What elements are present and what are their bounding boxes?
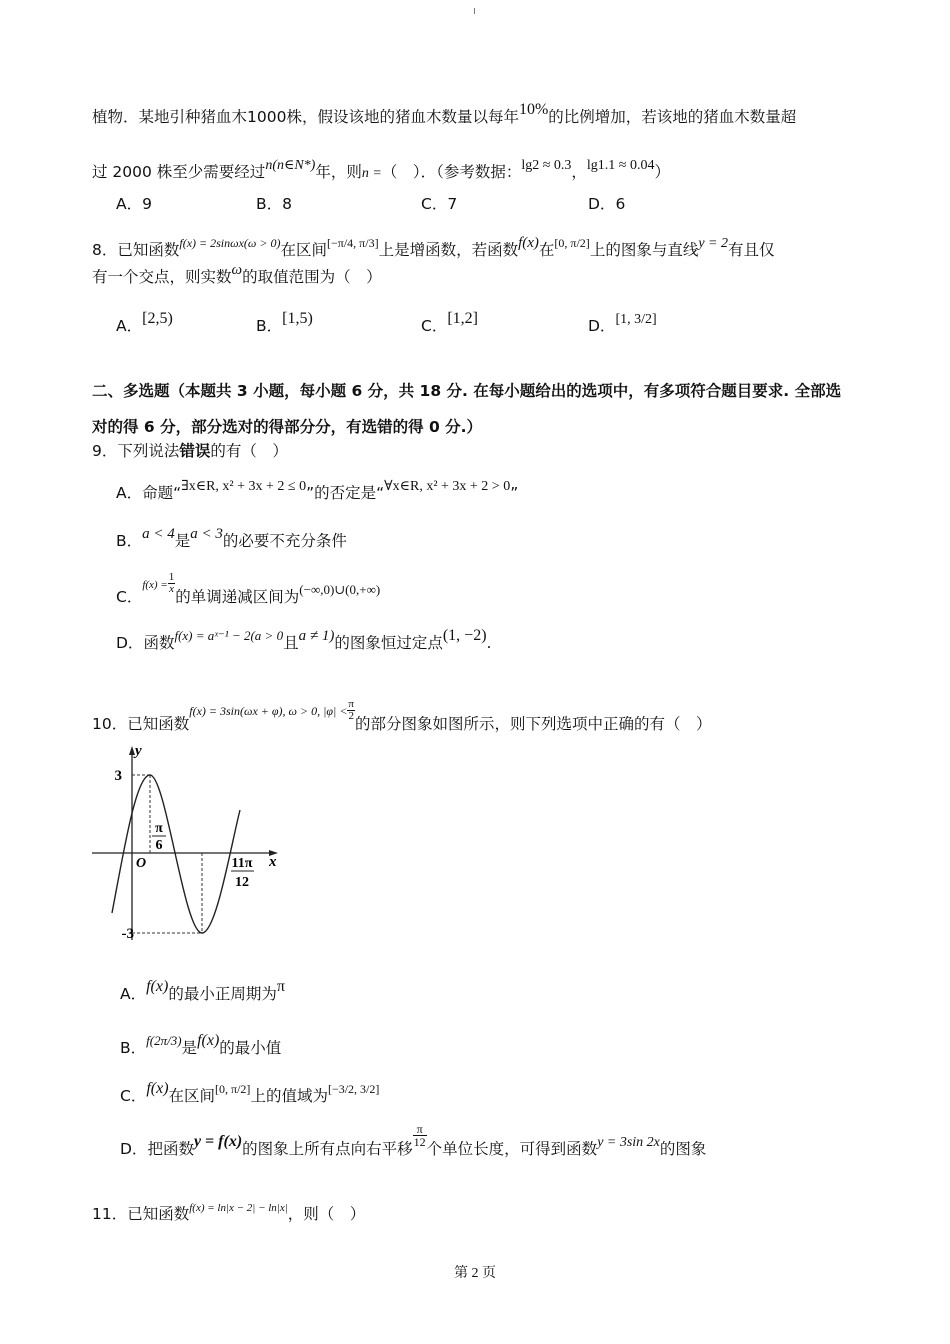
q9-c-fraction: $\frac{1}{x}$ bbox=[168, 571, 175, 595]
q10-function: f(x) = 3sin(ωx + φ), ω > 0, |φ| < bbox=[189, 704, 348, 718]
q7-option-b: B．8 bbox=[256, 195, 293, 213]
q10-pi-over-2: $\frac{\pi}{2}$ bbox=[348, 698, 354, 722]
q9-option-a: A．命题“∃x∈R, x² + 3x + 2 ≤ 0”的否定是“∀x∈R, x² + 3x + 2 > 0” bbox=[116, 479, 519, 502]
section2-heading-line2: 对的得 6 分，部分选对的得部分分，有选错的得 0 分.） bbox=[92, 418, 483, 436]
q10-option-c: C．f(x)在区间[0, π/2]上的值域为[−3/2, 3/2] bbox=[120, 1080, 380, 1105]
y-max-label: 3 bbox=[114, 768, 122, 784]
pi6-numerator: π bbox=[155, 821, 163, 836]
q10-option-d: D．把函数y = f(x)的图象上所有点向右平移 $\frac{\pi}{12}$ 个单位长度，可得到函数y = 3sin 2x的图象 bbox=[120, 1122, 707, 1158]
y-min-label: -3 bbox=[121, 926, 134, 942]
q9-option-c: C．$^{f(x) =}$ $\frac{1}{x}$ 的单调递减区间为$^{(-\infty,0)\cup(0,+\infty)}$ bbox=[116, 571, 381, 606]
q7-n-expr: n(n∈N*) bbox=[265, 158, 316, 173]
q9-option-b: B．a < 4是a < 3的必要不充分条件 bbox=[116, 526, 347, 550]
q8-option-b: B．[1,5) bbox=[256, 310, 313, 335]
sine-curve bbox=[112, 775, 240, 933]
q7-rate: 10% bbox=[518, 101, 549, 118]
q7-option-a: A．9 bbox=[116, 195, 152, 213]
q8-option-c: C．[1,2] bbox=[421, 310, 478, 335]
origin-label: O bbox=[136, 856, 147, 871]
q10-d-fraction: $\frac{\pi}{12}$ bbox=[413, 1122, 426, 1149]
q7-option-c: C．7 bbox=[421, 195, 458, 213]
q10-option-a: A．f(x)的最小正周期为π bbox=[120, 978, 285, 1003]
q9-stem: 9．下列说法错误的有（ ） bbox=[92, 442, 288, 460]
q7-ref2: lg1.1 ≈ 0.04 bbox=[586, 158, 655, 173]
top-tick-mark bbox=[474, 8, 475, 14]
q7-ref1: lg2 ≈ 0.3 bbox=[521, 158, 572, 173]
end-numerator: 11π bbox=[231, 856, 253, 871]
q8-line1: 8．已知函数$^{f(x) = 2sin\omega x(\omega > 0)}$在区间[−π/4, π/3]上是增函数，若函数f(x)在[0, π/2]上的图象与直线y = 2有且仅 bbox=[92, 235, 775, 259]
section2-heading-line1: 二、多选题（本题共 3 小题，每小题 6 分，共 18 分. 在每小题给出的选项中，有多项符合题目要求. 全部选 bbox=[92, 382, 842, 400]
q8-interval2: [0, π/2] bbox=[554, 236, 590, 250]
q11-stem: 11．已知函数$^{f(x) = ln|x - 2| - ln|x|}$，则（ ） bbox=[92, 1202, 366, 1223]
q8-function: f(x) = 2sinωx(ω > 0) bbox=[179, 236, 281, 250]
q7-line2: 过 2000 株至少需要经过n(n∈N*)年，则n =（ ）．（参考数据：lg2 ≈ 0.3，lg1.1 ≈ 0.04） bbox=[92, 158, 671, 181]
q8-interval1: [−π/4, π/3] bbox=[327, 236, 379, 250]
q7-option-d: D．6 bbox=[588, 195, 626, 213]
q7-line1: 植物．某地引种猪血木1000株，假设该地的猪血木数量以每年10%的比例增加，若该地的猪血木数量超 bbox=[92, 101, 797, 126]
q9-option-d: D．函数$^{f(x) = aˣ^{-1} - 2(a > 0}$且a ≠ 1)的图象恒过定点(1, −2). bbox=[116, 627, 492, 652]
q11-function: f(x) = ln|x − 2| − ln|x| bbox=[189, 1202, 288, 1214]
q10-stem: 10．已知函数$^{f(x) = 3sin(\omega x + \varphi), \omega > 0, |\varphi| <}$ $\frac{\pi}{2}$ 的部分图象如图所示，则下列选项中正确的有（ ） bbox=[92, 698, 712, 733]
end-denominator: 12 bbox=[235, 875, 249, 890]
y-axis-label: y bbox=[135, 743, 142, 759]
q8-option-a: A．[2,5) bbox=[116, 310, 173, 335]
q8-option-d: D．[1, 3/2] bbox=[588, 312, 657, 335]
x-axis-label: x bbox=[269, 854, 277, 870]
q10-option-b: B．$^{f(2\pi/3)}$是f(x)的最小值 bbox=[120, 1032, 282, 1057]
page-footer: 第 2 页 bbox=[454, 1266, 496, 1281]
q8-line2: 有一个交点，则实数ω的取值范围为（ ） bbox=[92, 262, 382, 286]
q10-sine-graph bbox=[88, 740, 288, 945]
pi6-denominator: 6 bbox=[155, 838, 163, 853]
